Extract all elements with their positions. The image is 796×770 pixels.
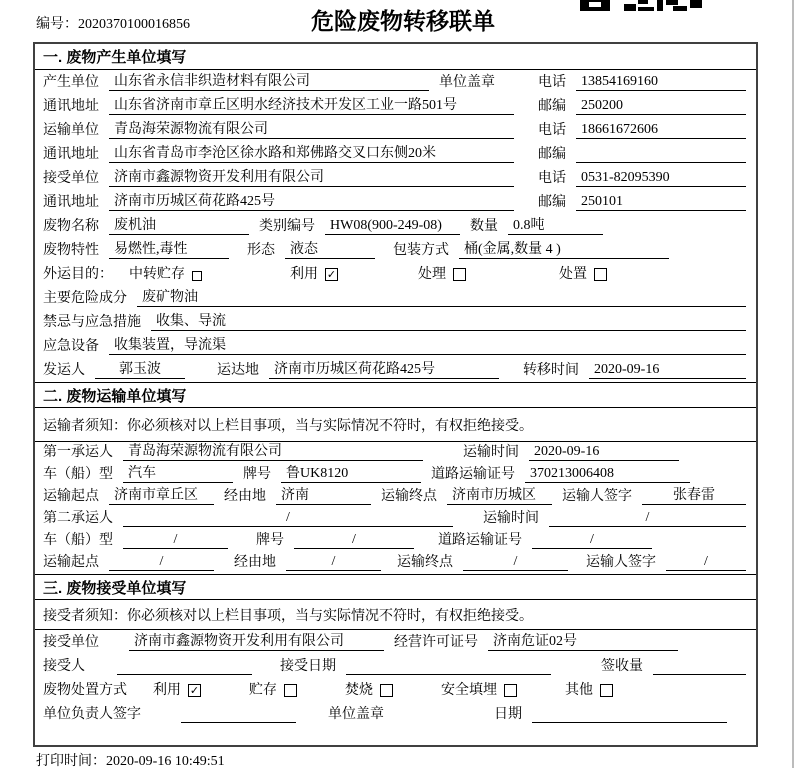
vehicle-type-value: 汽车 (123, 462, 233, 483)
row-first-carrier (35, 442, 756, 464)
recipient-label: 接受人 (43, 659, 85, 674)
vehicle-type-value: / (123, 532, 228, 549)
transfer-time-value: 2020-09-16 (589, 362, 746, 379)
waste-name-label: 废物名称 (43, 219, 99, 234)
doc-number-value: 2020370100016856 (78, 17, 190, 32)
checkbox-icon (380, 684, 393, 697)
carrier-sign-label: 运输人签字 (562, 489, 632, 504)
checkbox-label: 处理 (418, 267, 446, 282)
checkbox-label: 其他 (565, 683, 593, 698)
carrier-label: 第一承运人 (43, 445, 113, 460)
row-manager-sign (35, 702, 756, 726)
zip-label: 邮编 (538, 147, 566, 162)
disposal-option-landfill (441, 679, 517, 699)
transport-time-value: / (549, 510, 746, 527)
equipment-label: 应急设备 (43, 339, 99, 354)
plate-label: 牌号 (243, 467, 271, 482)
vehicle-type-label: 车（船）型 (43, 467, 113, 482)
row-route-1 (35, 486, 756, 508)
carrier-sign-label: 运输人签字 (586, 555, 656, 570)
print-time (36, 750, 225, 770)
row-disposal-method (35, 678, 756, 702)
zip-value (576, 146, 746, 163)
doc-number (36, 13, 190, 33)
plate-value: / (294, 532, 414, 549)
section-3-header: 三. 废物接受单位填写 (35, 574, 756, 600)
checkbox-label: 焚烧 (345, 683, 373, 698)
row-emergency-measures (35, 310, 756, 334)
transporter-label: 运输单位 (43, 123, 99, 138)
row-transporter (35, 118, 756, 142)
address-value: 山东省青岛市李沧区徐水路和郑佛路交叉口东侧20米 (109, 142, 514, 163)
phone-value: 18661672606 (576, 122, 746, 139)
road-license-label: 道路运输证号 (438, 533, 522, 548)
producer-value: 山东省永信非织造材料有限公司 (109, 70, 429, 91)
zip-label: 邮编 (538, 195, 566, 210)
vehicle-type-label: 车（船）型 (43, 533, 113, 548)
packaging-label: 包装方式 (393, 243, 449, 258)
via-label: 经由地 (224, 489, 266, 504)
transfer-time-label: 转移时间 (523, 363, 579, 378)
checkbox-icon (284, 684, 297, 697)
disposal-label: 废物处置方式 (43, 683, 127, 698)
row-purpose (35, 262, 756, 286)
via-label: 经由地 (234, 555, 276, 570)
phone-label: 电话 (538, 123, 566, 138)
zip-value: 250101 (576, 194, 746, 211)
row-waste-name (35, 214, 756, 238)
section-2-header: 二. 废物运输单位填写 (35, 382, 756, 408)
via-value: 济南 (276, 484, 371, 505)
state-value: 液态 (285, 238, 375, 259)
address-value: 山东省济南市章丘区明水经济技术开发区工业一路501号 (109, 94, 514, 115)
section-producer (35, 44, 756, 382)
manager-sign-value (181, 706, 296, 723)
checkbox-checked-icon: ✓ (189, 684, 200, 697)
row-route-2 (35, 552, 756, 574)
transport-time-label: 运输时间 (483, 511, 539, 526)
waste-name-value: 废机油 (109, 214, 249, 235)
emergency-label: 禁忌与应急措施 (43, 315, 141, 330)
row-vehicle-2 (35, 530, 756, 552)
destination-label: 运达地 (217, 363, 259, 378)
print-time-label: 打印时间： (36, 754, 106, 769)
carrier-value: / (123, 510, 453, 527)
row-hazard (35, 286, 756, 310)
destination-value: 济南市历城区荷花路425号 (269, 358, 499, 379)
row-shipper (35, 358, 756, 382)
checkbox-label: 利用 (153, 683, 181, 698)
purpose-option-utilize (290, 263, 338, 283)
category-value: HW08(900-249-08) (325, 218, 460, 235)
checkbox-icon (600, 684, 613, 697)
row-receiver (35, 166, 756, 190)
shipper-value: 郭玉波 (95, 358, 185, 379)
checkbox-label: 贮存 (249, 683, 277, 698)
address-label: 通讯地址 (43, 195, 99, 210)
section-receiver (35, 574, 756, 726)
origin-label: 运输起点 (43, 489, 99, 504)
checkbox-label: 利用 (290, 267, 318, 282)
row-receiver-address (35, 190, 756, 214)
signed-amount-label: 签收量 (601, 659, 643, 674)
unit-seal-label: 单位盖章 (439, 75, 495, 90)
address-label: 通讯地址 (43, 99, 99, 114)
end-point-label: 运输终点 (397, 555, 453, 570)
transport-time-label: 运输时间 (463, 445, 519, 460)
checkbox-icon (594, 268, 607, 281)
plate-value: 鲁UK8120 (281, 462, 421, 483)
producer-label: 产生单位 (43, 75, 99, 90)
manifest-form (33, 42, 758, 747)
purpose-label: 外运目的： (43, 267, 113, 282)
checkbox-checked-icon: ✓ (326, 268, 337, 281)
section-1-header: 一. 废物产生单位填写 (35, 44, 756, 70)
accept-unit-label: 接受单位 (43, 635, 99, 650)
accept-unit-value: 济南市鑫源物资开发利用有限公司 (129, 630, 384, 651)
manager-sign-label: 单位负责人签字 (43, 707, 141, 722)
state-label: 形态 (247, 243, 275, 258)
receiver-label: 接受单位 (43, 171, 99, 186)
purpose-option-treat (418, 263, 466, 283)
phone-value: 0531-82095390 (576, 170, 746, 187)
hazard-label: 主要危险成分 (43, 291, 127, 306)
carrier-value: 青岛海荣源物流有限公司 (123, 440, 423, 461)
row-accept-unit (35, 630, 756, 654)
origin-value: 济南市章丘区 (109, 484, 214, 505)
hazard-value: 废矿物油 (137, 286, 746, 307)
row-recipient (35, 654, 756, 678)
transporter-notice: 运输者须知：你必须核对以上栏目事项，当与实际情况不符时，有权拒绝接受。 (35, 408, 756, 442)
road-license-value: 370213006408 (525, 466, 690, 483)
end-point-value: 济南市历城区 (447, 484, 552, 505)
checkbox-icon (192, 271, 202, 281)
checkbox-label: 处置 (559, 267, 587, 282)
unit-seal-label: 单位盖章 (328, 707, 384, 722)
carrier-label: 第二承运人 (43, 511, 113, 526)
section-transporter (35, 382, 756, 574)
accept-date-value (346, 658, 551, 675)
checkbox-icon (504, 684, 517, 697)
checkbox-label: 安全填埋 (441, 683, 497, 698)
row-waste-characteristics (35, 238, 756, 262)
transport-time-value: 2020-09-16 (529, 444, 679, 461)
print-time-value: 2020-09-16 10:49:51 (106, 754, 225, 769)
row-producer-address (35, 94, 756, 118)
disposal-option-incinerate (345, 679, 393, 699)
page-edge-line (792, 0, 794, 768)
zip-label: 邮编 (538, 99, 566, 114)
via-value: / (286, 554, 381, 571)
end-point-label: 运输终点 (381, 489, 437, 504)
page-title: 危险废物转移联单 (311, 8, 495, 34)
origin-label: 运输起点 (43, 555, 99, 570)
origin-value: / (109, 554, 214, 571)
emergency-value: 收集、导流 (151, 310, 746, 331)
equipment-value: 收集装置，导流渠 (109, 334, 746, 355)
disposal-option-storage (249, 679, 297, 699)
disposal-option-other (565, 679, 613, 699)
phone-label: 电话 (538, 75, 566, 90)
characteristics-label: 废物特性 (43, 243, 99, 258)
quantity-value: 0.8吨 (508, 214, 603, 235)
signed-amount-value (653, 658, 746, 675)
recipient-value (117, 658, 252, 675)
date-label: 日期 (494, 707, 522, 722)
date-value (532, 706, 727, 723)
accept-date-label: 接受日期 (280, 659, 336, 674)
phone-label: 电话 (538, 171, 566, 186)
purpose-option-transfer-storage (129, 263, 202, 283)
row-second-carrier (35, 508, 756, 530)
checkbox-label: 中转贮存 (129, 267, 185, 282)
row-producer (35, 70, 756, 94)
carrier-sign-value: / (666, 554, 746, 571)
checkbox-icon (453, 268, 466, 281)
permit-value: 济南危证02号 (488, 630, 678, 651)
purpose-option-dispose (559, 263, 607, 283)
receiver-value: 济南市鑫源物资开发利用有限公司 (109, 166, 514, 187)
plate-label: 牌号 (256, 533, 284, 548)
packaging-value: 桶(金属,数量 4 ) (459, 238, 669, 259)
road-license-label: 道路运输证号 (431, 467, 515, 482)
qr-code-fragment (580, 0, 702, 11)
transporter-value: 青岛海荣源物流有限公司 (109, 118, 514, 139)
road-license-value: / (532, 532, 652, 549)
row-vehicle-1 (35, 464, 756, 486)
disposal-option-utilize (153, 679, 201, 699)
permit-label: 经营许可证号 (394, 635, 478, 650)
phone-value: 13854169160 (576, 74, 746, 91)
row-emergency-equipment (35, 334, 756, 358)
end-point-value: / (463, 554, 568, 571)
shipper-label: 发运人 (43, 363, 85, 378)
category-label: 类别编号 (259, 219, 315, 234)
zip-value: 250200 (576, 98, 746, 115)
receiver-notice: 接受者须知：你必须核对以上栏目事项，当与实际情况不符时，有权拒绝接受。 (35, 600, 756, 630)
quantity-label: 数量 (470, 219, 498, 234)
carrier-sign-value: 张春雷 (642, 484, 746, 505)
row-transporter-address (35, 142, 756, 166)
address-value: 济南市历城区荷花路425号 (109, 190, 514, 211)
address-label: 通讯地址 (43, 147, 99, 162)
doc-number-label: 编号： (36, 17, 78, 32)
characteristics-value: 易燃性,毒性 (109, 238, 229, 259)
